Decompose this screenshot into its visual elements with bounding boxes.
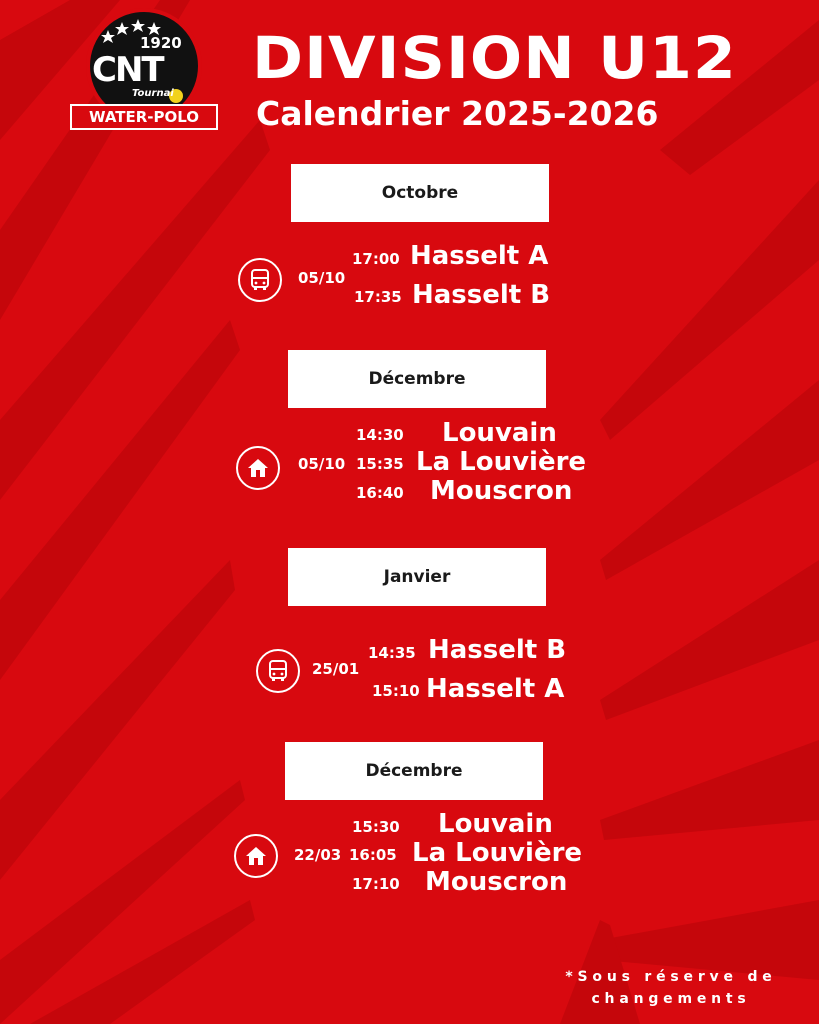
opponent-team: Hasselt B bbox=[412, 280, 551, 310]
opponent-team: Louvain bbox=[438, 809, 553, 839]
page-subtitle: Calendrier 2025-2026 bbox=[256, 94, 659, 133]
bus-icon bbox=[256, 649, 300, 693]
disclaimer-note: *Sous réserve de changements bbox=[565, 969, 777, 1007]
match-time: 14:35 bbox=[368, 644, 416, 662]
bus-icon bbox=[238, 258, 282, 302]
match-time: 17:00 bbox=[352, 250, 400, 268]
opponent-team: La Louvière bbox=[416, 447, 587, 477]
opponent-team: Louvain bbox=[442, 418, 557, 448]
match-date: 05/10 bbox=[298, 455, 346, 473]
opponent-team: Mouscron bbox=[430, 476, 573, 506]
match-time: 17:10 bbox=[352, 875, 400, 893]
home-icon bbox=[236, 446, 280, 490]
opponent-team: Mouscron bbox=[425, 867, 568, 897]
match-time: 15:35 bbox=[356, 455, 404, 473]
home-icon bbox=[234, 834, 278, 878]
month-header: Octobre bbox=[291, 164, 549, 222]
logo-year: 1920 bbox=[140, 34, 182, 52]
month-header: Décembre bbox=[288, 350, 546, 408]
logo-letters: CNT bbox=[92, 50, 163, 90]
opponent-team: La Louvière bbox=[412, 838, 583, 868]
opponent-team: Hasselt A bbox=[426, 674, 565, 704]
opponent-team: Hasselt A bbox=[410, 241, 549, 271]
page-title: DIVISION U12 bbox=[252, 24, 737, 92]
month-header: Décembre bbox=[285, 742, 543, 800]
logo-city: Tournai bbox=[132, 88, 174, 99]
club-logo bbox=[70, 8, 218, 130]
match-time: 16:05 bbox=[349, 846, 397, 864]
match-date: 25/01 bbox=[312, 660, 360, 678]
match-time: 16:40 bbox=[356, 484, 404, 502]
match-date: 22/03 bbox=[294, 846, 342, 864]
opponent-team: Hasselt B bbox=[428, 635, 567, 665]
match-time: 15:30 bbox=[352, 818, 400, 836]
logo-banner: WATER-POLO bbox=[70, 104, 218, 130]
match-date: 05/10 bbox=[298, 269, 346, 287]
match-time: 14:30 bbox=[356, 426, 404, 444]
match-time: 17:35 bbox=[354, 288, 402, 306]
match-time: 15:10 bbox=[372, 682, 420, 700]
month-header: Janvier bbox=[288, 548, 546, 606]
